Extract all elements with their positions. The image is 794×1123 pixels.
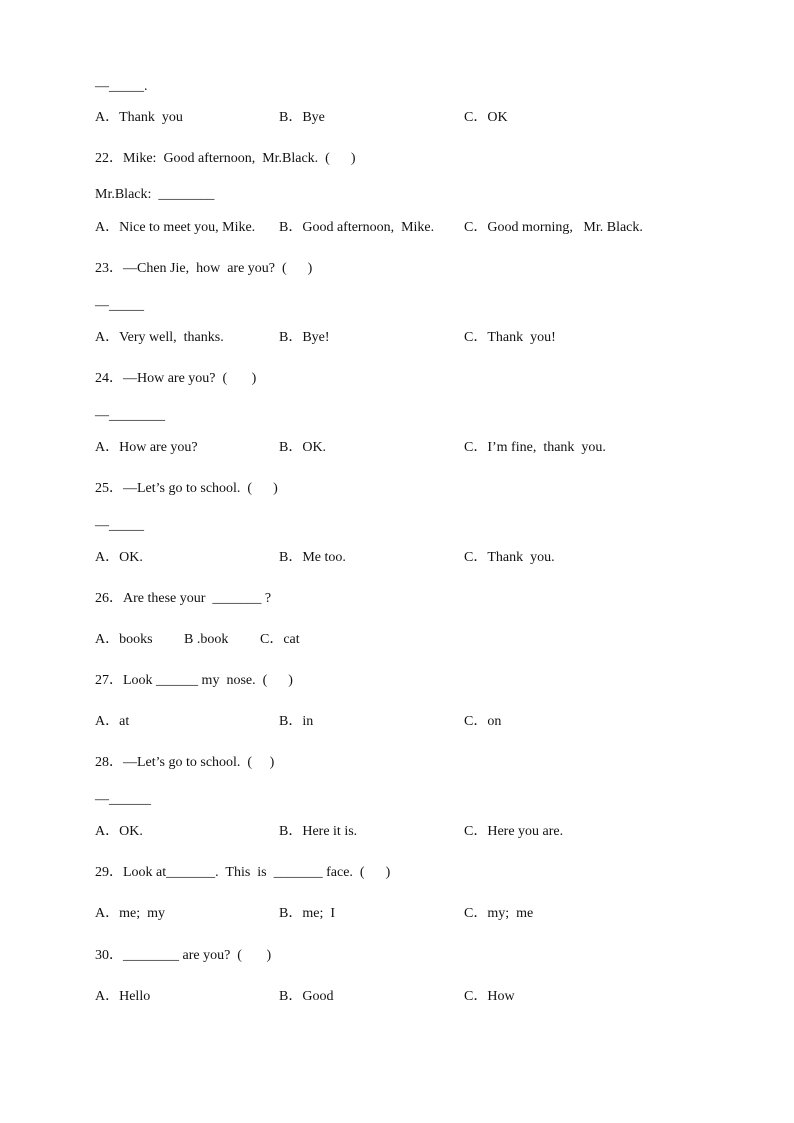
q21-options (0, 111, 794, 131)
q25-options (0, 551, 794, 571)
q24-question: 24．—How are you? ( ) (95, 371, 257, 386)
q25-option-a[interactable]: A．OK. (95, 550, 143, 565)
q27-option-a[interactable]: A．at (95, 714, 130, 729)
q22-option-a[interactable]: A．Nice to meet you, Mike. (95, 220, 256, 235)
q21-answer-blank: —_____. (95, 79, 148, 94)
q23-options (0, 331, 794, 351)
q25-option-c[interactable]: C．Thank you. (464, 550, 555, 565)
q29-option-a[interactable]: A．me; my (95, 906, 165, 921)
q29-question: 29．Look at_______. This is _______ face. ( ) (95, 865, 391, 880)
q30-option-b[interactable]: B．Good (279, 989, 334, 1004)
q26-question: 26．Are these your _______ ? (95, 591, 272, 606)
q21-option-c[interactable]: C．OK (464, 110, 508, 125)
q23-option-a[interactable]: A．Very well, thanks. (95, 330, 224, 345)
q22-option-b[interactable]: B．Good afternoon, Mike. (279, 220, 435, 235)
q23-option-b[interactable]: B．Bye! (279, 330, 330, 345)
q22-question: 22．Mike: Good afternoon, Mr.Black. ( ) (95, 151, 356, 166)
q23-question: 23．—Chen Jie, how are you? ( ) (95, 261, 313, 276)
q24-options (0, 441, 794, 461)
q22-reply-blank: Mr.Black: ________ (95, 187, 215, 202)
q27-options (0, 715, 794, 735)
q30-options (0, 990, 794, 1010)
q26-options (0, 633, 794, 653)
q24-option-b[interactable]: B．OK. (279, 440, 327, 455)
q28-option-a[interactable]: A．OK. (95, 824, 143, 839)
q28-reply-blank: —______ (95, 792, 151, 807)
q29-option-b[interactable]: B．me; I (279, 906, 335, 921)
q24-option-c[interactable]: C．I’m fine, thank you. (464, 440, 606, 455)
q27-question: 27．Look ______ my nose. ( ) (95, 673, 293, 688)
q22-option-c[interactable]: C．Good morning, Mr. Black. (464, 220, 643, 235)
q30-option-c[interactable]: C．How (464, 989, 515, 1004)
q26-option-c[interactable]: C．cat (260, 632, 300, 647)
q25-option-b[interactable]: B．Me too. (279, 550, 346, 565)
q21-option-a[interactable]: A．Thank you (95, 110, 183, 125)
q25-reply-blank: —_____ (95, 518, 144, 533)
q26-option-b[interactable]: B .book (184, 632, 229, 647)
q29-option-c[interactable]: C．my; me (464, 906, 534, 921)
q28-option-c[interactable]: C．Here you are. (464, 824, 564, 839)
q21-option-b[interactable]: B．Bye (279, 110, 325, 125)
q22-options (0, 221, 794, 241)
q30-option-a[interactable]: A．Hello (95, 989, 151, 1004)
q29-options (0, 907, 794, 927)
q23-option-c[interactable]: C．Thank you! (464, 330, 556, 345)
q24-option-a[interactable]: A．How are you? (95, 440, 198, 455)
q28-options (0, 825, 794, 845)
q25-question: 25．—Let’s go to school. ( ) (95, 481, 278, 496)
q27-option-c[interactable]: C．on (464, 714, 502, 729)
q28-option-b[interactable]: B．Here it is. (279, 824, 358, 839)
q28-question: 28．—Let’s go to school. ( ) (95, 755, 275, 770)
q24-reply-blank: —________ (95, 408, 165, 423)
q30-question: 30．________ are you? ( ) (95, 948, 272, 963)
q27-option-b[interactable]: B．in (279, 714, 314, 729)
q23-reply-blank: —_____ (95, 298, 144, 313)
q26-option-a[interactable]: A．books (95, 632, 153, 647)
